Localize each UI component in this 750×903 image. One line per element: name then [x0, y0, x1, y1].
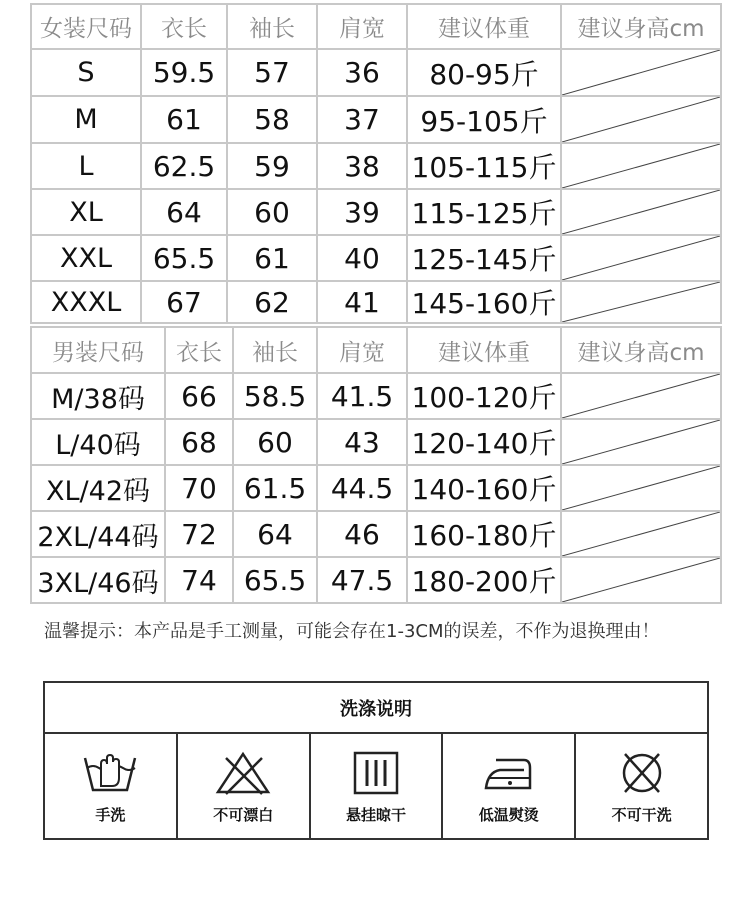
table-row	[31, 557, 721, 603]
height-cell-blank	[561, 143, 721, 189]
height-cell-blank	[561, 96, 721, 143]
weight-cell: 125-145斤	[407, 235, 561, 281]
height-cell-blank	[561, 511, 721, 557]
weight-cell: 105-115斤	[407, 143, 561, 189]
weight-cell: 180-200斤	[407, 557, 561, 603]
wash-item	[178, 734, 311, 840]
header-cell: 袖长	[233, 327, 317, 373]
table-row	[31, 49, 721, 96]
shoulder-cell: 39	[317, 189, 407, 235]
length-cell: 62.5	[141, 143, 227, 189]
length-cell: 72	[165, 511, 233, 557]
wash-instructions-box	[43, 681, 709, 840]
table-row	[31, 235, 721, 281]
size-cell: 3XL/46码	[31, 557, 165, 603]
header-cell: 肩宽	[317, 4, 407, 49]
sleeve-cell: 61	[227, 235, 317, 281]
wash-item-label: 手洗	[95, 806, 126, 824]
size-cell: L	[31, 143, 141, 189]
shoulder-cell: 43	[317, 419, 407, 465]
size-cell: L/40码	[31, 419, 165, 465]
wash-icons-row	[45, 734, 707, 840]
size-cell: 2XL/44码	[31, 511, 165, 557]
length-cell: 65.5	[141, 235, 227, 281]
sleeve-cell: 59	[227, 143, 317, 189]
table-row	[31, 189, 721, 235]
wash-item	[45, 734, 178, 840]
table-row	[31, 465, 721, 511]
sleeve-cell: 60	[227, 189, 317, 235]
shoulder-cell: 37	[317, 96, 407, 143]
height-cell-blank	[561, 235, 721, 281]
shoulder-cell: 40	[317, 235, 407, 281]
sleeve-cell: 62	[227, 281, 317, 323]
sleeve-cell: 65.5	[233, 557, 317, 603]
size-cell: XL/42码	[31, 465, 165, 511]
wash-item-label: 低温熨烫	[478, 806, 539, 824]
weight-cell: 160-180斤	[407, 511, 561, 557]
sleeve-cell: 61.5	[233, 465, 317, 511]
table-row	[31, 143, 721, 189]
header-cell: 女装尺码	[31, 4, 141, 49]
length-cell: 66	[165, 373, 233, 419]
table-header-row	[31, 327, 721, 373]
no-dry-clean-icon	[612, 750, 672, 796]
wash-item-label: 不可干洗	[611, 806, 672, 824]
size-cell: XXXL	[31, 281, 141, 323]
shoulder-cell: 46	[317, 511, 407, 557]
size-cell: XL	[31, 189, 141, 235]
weight-cell: 120-140斤	[407, 419, 561, 465]
shoulder-cell: 47.5	[317, 557, 407, 603]
header-cell: 肩宽	[317, 327, 407, 373]
shoulder-cell: 36	[317, 49, 407, 96]
length-cell: 61	[141, 96, 227, 143]
length-cell: 70	[165, 465, 233, 511]
header-cell: 建议身高cm	[561, 4, 721, 49]
weight-cell: 80-95斤	[407, 49, 561, 96]
size-cell: S	[31, 49, 141, 96]
weight-cell: 100-120斤	[407, 373, 561, 419]
height-cell-blank	[561, 373, 721, 419]
size-cell: XXL	[31, 235, 141, 281]
weight-cell: 95-105斤	[407, 96, 561, 143]
shoulder-cell: 38	[317, 143, 407, 189]
length-cell: 68	[165, 419, 233, 465]
header-cell: 男装尺码	[31, 327, 165, 373]
women-size-table	[30, 3, 722, 324]
hang-dry-icon	[346, 750, 406, 796]
shoulder-cell: 41	[317, 281, 407, 323]
wash-item	[576, 734, 707, 840]
sleeve-cell: 60	[233, 419, 317, 465]
table-row	[31, 281, 721, 323]
length-cell: 67	[141, 281, 227, 323]
wash-item-label: 不可漂白	[213, 806, 274, 824]
height-cell-blank	[561, 557, 721, 603]
length-cell: 74	[165, 557, 233, 603]
sleeve-cell: 58	[227, 96, 317, 143]
length-cell: 59.5	[141, 49, 227, 96]
header-cell: 袖长	[227, 4, 317, 49]
header-cell: 建议身高cm	[561, 327, 721, 373]
hand-wash-icon	[80, 750, 140, 796]
wash-instructions-title: 洗涤说明	[45, 683, 707, 734]
sleeve-cell: 64	[233, 511, 317, 557]
header-cell: 建议体重	[407, 4, 561, 49]
table-row	[31, 419, 721, 465]
height-cell-blank	[561, 419, 721, 465]
size-cell: M	[31, 96, 141, 143]
shoulder-cell: 41.5	[317, 373, 407, 419]
weight-cell: 145-160斤	[407, 281, 561, 323]
shoulder-cell: 44.5	[317, 465, 407, 511]
table-header-row	[31, 4, 721, 49]
size-cell: M/38码	[31, 373, 165, 419]
sleeve-cell: 57	[227, 49, 317, 96]
low-iron-icon	[479, 750, 539, 796]
wash-item-label: 悬挂晾干	[345, 806, 406, 824]
wash-item	[311, 734, 444, 840]
table-row	[31, 373, 721, 419]
men-size-table	[30, 326, 722, 604]
height-cell-blank	[561, 49, 721, 96]
weight-cell: 140-160斤	[407, 465, 561, 511]
header-cell: 衣长	[165, 327, 233, 373]
weight-cell: 115-125斤	[407, 189, 561, 235]
height-cell-blank	[561, 465, 721, 511]
height-cell-blank	[561, 281, 721, 323]
measurement-notice: 温馨提示：本产品是手工测量，可能会存在1-3CM的误差，不作为退换理由！	[44, 621, 660, 642]
length-cell: 64	[141, 189, 227, 235]
table-row	[31, 96, 721, 143]
sleeve-cell: 58.5	[233, 373, 317, 419]
table-row	[31, 511, 721, 557]
no-bleach-icon	[213, 750, 273, 796]
wash-item	[443, 734, 576, 840]
header-cell: 衣长	[141, 4, 227, 49]
height-cell-blank	[561, 189, 721, 235]
header-cell: 建议体重	[407, 327, 561, 373]
